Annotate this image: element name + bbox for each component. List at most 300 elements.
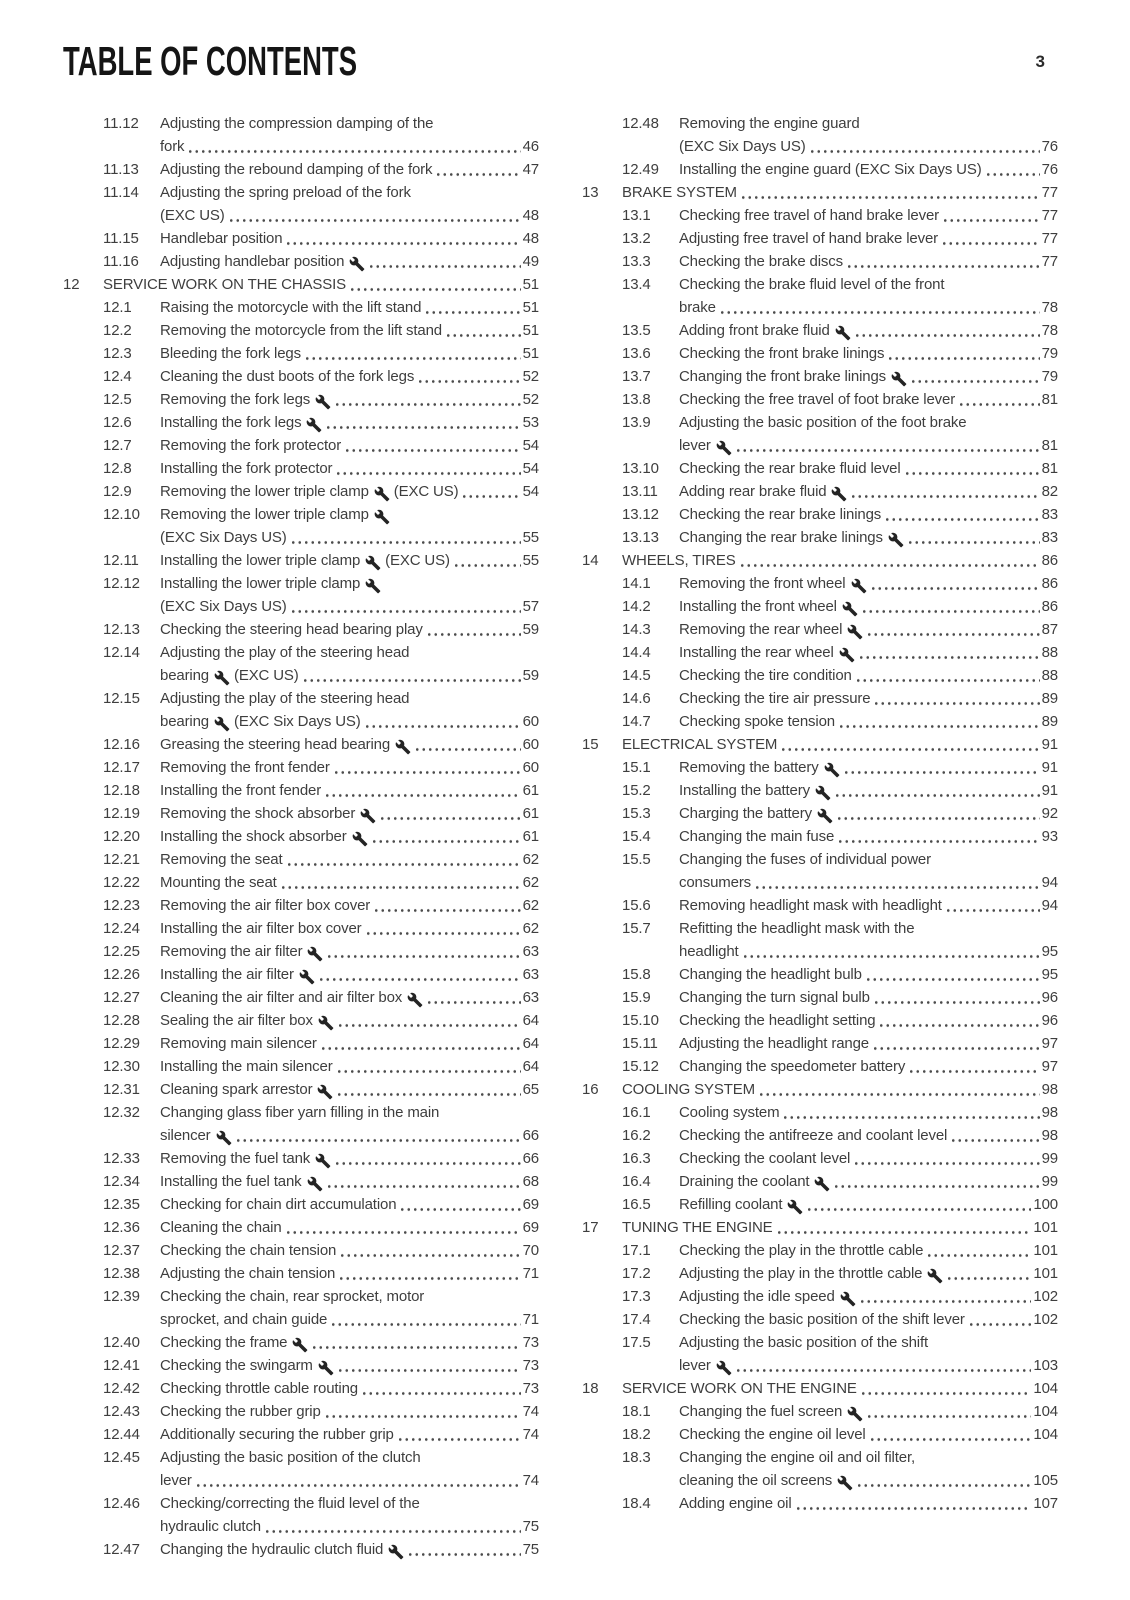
toc-entry-body	[679, 894, 1058, 917]
toc-entry-body	[679, 1400, 1058, 1423]
toc-entry-line	[679, 1262, 1058, 1285]
toc-entry-line	[679, 158, 1058, 181]
toc-entry-title: Greasing the steering head bearing	[160, 736, 391, 753]
toc-page-reference: 69	[522, 1196, 539, 1213]
toc-entry	[582, 1423, 1058, 1446]
toc-entry-number: 12.44	[103, 1426, 140, 1443]
toc-page-reference: 77	[1041, 253, 1058, 270]
toc-entry-line	[160, 434, 539, 457]
toc-entry-line	[160, 687, 539, 710]
toc-entry-body	[160, 825, 539, 848]
toc-entry-number: 17.3	[622, 1288, 651, 1305]
toc-page-reference: 51	[522, 299, 539, 316]
dot-leader	[836, 802, 1040, 825]
toc-entry	[582, 1193, 1058, 1216]
wrench-icon	[847, 1406, 863, 1422]
toc-entry-line	[679, 664, 1058, 687]
toc-entry	[63, 1377, 539, 1400]
dot-leader	[806, 1193, 1031, 1216]
toc-entry	[63, 181, 539, 227]
toc-entry-line	[679, 1032, 1058, 1055]
toc-entry-body	[160, 917, 539, 940]
toc-page-reference: 78	[1041, 322, 1058, 339]
toc-page-reference: 91	[1041, 759, 1058, 776]
toc-entry	[63, 1101, 539, 1147]
wrench-icon	[716, 440, 732, 456]
toc-page-reference: 60	[522, 713, 539, 730]
toc-entry	[582, 917, 1058, 963]
dot-leader	[878, 1009, 1039, 1032]
toc-entry-title: Installing the air filter box cover	[160, 920, 362, 937]
toc-entry-title: bearing	[160, 667, 209, 684]
dot-leader	[326, 940, 520, 963]
toc-page-reference: 66	[522, 1150, 539, 1167]
toc-entry-body	[160, 894, 539, 917]
dot-leader	[379, 802, 520, 825]
toc-entry-title: Removing the fuel tank	[160, 1150, 311, 1167]
toc-entry	[582, 572, 1058, 595]
wrench-icon	[840, 1291, 856, 1307]
toc-entry-body	[160, 1377, 539, 1400]
dot-leader	[311, 1331, 520, 1354]
toc-entry-body	[160, 1400, 539, 1423]
toc-entry-number: 16.2	[622, 1127, 651, 1144]
toc-entry-body	[160, 802, 539, 825]
toc-entry-line	[160, 1492, 539, 1515]
toc-entry-number: 11.15	[103, 230, 139, 247]
toc-entry-number: 13	[582, 184, 599, 201]
toc-entry-body	[160, 687, 539, 733]
toc-entry-number: 12.40	[103, 1334, 140, 1351]
toc-entry-number: 12.14	[103, 644, 140, 661]
toc-entry	[63, 1170, 539, 1193]
dot-leader	[855, 664, 1040, 687]
toc-entry-number: 13.7	[622, 368, 651, 385]
toc-entry-line	[160, 1193, 539, 1216]
toc-entry-body	[622, 549, 1058, 572]
dot-leader	[837, 825, 1039, 848]
dot-leader	[336, 1055, 521, 1078]
toc-entry-title: Checking the headlight setting	[679, 1012, 876, 1029]
toc-entry-line	[679, 848, 1058, 871]
toc-entry-body	[679, 342, 1058, 365]
toc-entry-line	[679, 112, 1058, 135]
wrench-icon	[315, 394, 331, 410]
toc-entry-line	[160, 388, 539, 411]
toc-entry	[582, 411, 1058, 457]
dot-leader	[330, 1308, 520, 1331]
toc-entry-number: 16.4	[622, 1173, 651, 1190]
toc-entry-title: Adjusting the idle speed	[679, 1288, 835, 1305]
toc-entry-body	[160, 1285, 539, 1331]
toc-entry-title: Sealing the air filter box	[160, 1012, 313, 1029]
toc-entry-line	[679, 779, 1058, 802]
toc-entry-number: 11.13	[103, 161, 139, 178]
toc-entry-title: Adjusting the basic position of the clutch	[160, 1449, 421, 1466]
toc-entry-title: (EXC Six Days US)	[679, 138, 806, 155]
toc-entry	[63, 457, 539, 480]
dot-leader	[286, 848, 521, 871]
toc-entry-number: 15.10	[622, 1012, 659, 1029]
toc-entry-line	[160, 1400, 539, 1423]
dot-leader	[368, 250, 520, 273]
toc-entry-line	[160, 480, 539, 503]
toc-entry-line	[679, 250, 1058, 273]
toc-entry-line	[160, 1009, 539, 1032]
toc-entry	[582, 158, 1058, 181]
toc-entry-title: Adjusting the rebound damping of the fork	[160, 161, 433, 178]
toc-entry-line	[679, 204, 1058, 227]
toc-page-reference: 99	[1041, 1173, 1058, 1190]
toc-entry-body	[679, 1331, 1058, 1377]
dot-leader	[884, 503, 1039, 526]
toc-page-reference: 79	[1041, 345, 1058, 362]
toc-entry	[582, 664, 1058, 687]
toc-page-reference: 70	[522, 1242, 539, 1259]
toc-entry-line	[160, 158, 539, 181]
toc-entry-number: 15.5	[622, 851, 651, 868]
toc-entry-title: Removing the lower triple clamp	[160, 506, 369, 523]
toc-entry-number: 14.6	[622, 690, 651, 707]
toc-entry-title-suffix: (EXC US)	[385, 552, 450, 569]
toc-page-reference: 86	[1041, 575, 1058, 592]
toc-entry-title: Installing the lower triple clamp	[160, 575, 361, 592]
toc-entry-number: 12.22	[103, 874, 140, 891]
toc-entry	[582, 618, 1058, 641]
toc-page-reference: 71	[522, 1311, 539, 1328]
toc-page-reference: 51	[522, 322, 539, 339]
toc-entry-body	[679, 204, 1058, 227]
dot-leader	[373, 894, 520, 917]
toc-entry-line	[679, 1055, 1058, 1078]
toc-entry-line	[622, 1216, 1058, 1239]
toc-entry-body	[679, 1101, 1058, 1124]
toc-entry-title: Removing headlight mask with headlight	[679, 897, 942, 914]
dot-leader	[326, 1170, 521, 1193]
toc-entry-title: Installing the air filter	[160, 966, 294, 983]
wrench-icon	[307, 946, 323, 962]
dot-leader	[334, 1147, 520, 1170]
toc-entry-line	[679, 710, 1058, 733]
dot-leader	[336, 1078, 520, 1101]
toc-page-reference: 53	[522, 414, 539, 431]
dot-leader	[445, 319, 521, 342]
toc-entry-line	[160, 1423, 539, 1446]
toc-entry-line	[160, 1101, 539, 1124]
toc-entry	[63, 917, 539, 940]
toc-entry-number: 16.5	[622, 1196, 651, 1213]
wrench-icon	[315, 1153, 331, 1169]
toc-entry-line	[160, 1285, 539, 1308]
toc-entry-title: Checking the antifreeze and coolant level	[679, 1127, 948, 1144]
toc-entry	[63, 227, 539, 250]
toc-entry-number: 17.2	[622, 1265, 651, 1282]
dot-leader	[742, 940, 1040, 963]
toc-entry-line	[679, 1446, 1058, 1469]
dot-leader	[873, 687, 1039, 710]
toc-entry-number: 13.3	[622, 253, 651, 270]
toc-entry-title-suffix: (EXC US)	[234, 667, 299, 684]
toc-entry-number: 14.4	[622, 644, 651, 661]
dot-leader	[187, 135, 520, 158]
toc-entry-line	[622, 733, 1058, 756]
toc-entry-body	[679, 848, 1058, 894]
toc-page-reference: 86	[1041, 598, 1058, 615]
toc-entry-number: 13.1	[622, 207, 651, 224]
dot-leader	[365, 917, 521, 940]
toc-entry	[582, 1331, 1058, 1377]
toc-entry-number: 12.3	[103, 345, 132, 362]
toc-entry-number: 15.12	[622, 1058, 659, 1075]
dot-leader	[758, 1078, 1040, 1101]
toc-entry-line	[679, 894, 1058, 917]
toc-page-reference: 78	[1041, 299, 1058, 316]
toc-entry	[63, 572, 539, 618]
toc-entry	[582, 1492, 1058, 1515]
toc-entry-line	[679, 457, 1058, 480]
dot-leader	[908, 1055, 1039, 1078]
toc-chapter-entry	[63, 273, 539, 296]
wrench-icon	[395, 739, 411, 755]
toc-page-reference: 74	[522, 1472, 539, 1489]
toc-entry-title: Adding rear brake fluid	[679, 483, 827, 500]
wrench-icon	[407, 992, 423, 1008]
toc-entry-line	[679, 411, 1058, 434]
toc-entry-line	[160, 802, 539, 825]
toc-entry-body	[679, 319, 1058, 342]
toc-entry	[63, 1055, 539, 1078]
toc-page-reference: 76	[1041, 161, 1058, 178]
wrench-icon	[815, 785, 831, 801]
toc-entry-number: 15	[582, 736, 599, 753]
dot-leader	[853, 1147, 1039, 1170]
toc-entry	[63, 112, 539, 158]
toc-entry-line	[679, 227, 1058, 250]
toc-page-reference: 83	[1041, 529, 1058, 546]
wrench-icon	[214, 670, 230, 686]
dot-leader	[782, 1101, 1039, 1124]
toc-page-reference: 61	[522, 828, 539, 845]
toc-page-reference: 74	[522, 1403, 539, 1420]
toc-entry-body	[160, 434, 539, 457]
toc-page-reference: 93	[1041, 828, 1058, 845]
toc-entry-title: Installing the fork legs	[160, 414, 302, 431]
toc-page-reference: 48	[522, 207, 539, 224]
toc-entry-title: Installing the fuel tank	[160, 1173, 302, 1190]
dot-leader	[285, 227, 520, 250]
toc-entry	[582, 1262, 1058, 1285]
dot-leader	[453, 549, 521, 572]
toc-entry-number: 12.1	[103, 299, 132, 316]
toc-entry-body	[679, 112, 1058, 158]
toc-entry-number: 12.49	[622, 161, 659, 178]
wrench-icon	[787, 1199, 803, 1215]
toc-entry-body	[160, 411, 539, 434]
toc-entry-title: cleaning the oil screens	[679, 1472, 833, 1489]
toc-entry-number: 16.1	[622, 1104, 651, 1121]
toc-entry	[63, 1423, 539, 1446]
toc-page-reference: 102	[1033, 1288, 1058, 1305]
toc-entry-line	[160, 503, 539, 526]
toc-entry-number: 11.14	[103, 184, 139, 201]
toc-entry-body	[160, 1101, 539, 1147]
toc-entry-line	[160, 756, 539, 779]
toc-page-reference: 96	[1041, 989, 1058, 1006]
toc-entry-number: 16.3	[622, 1150, 651, 1167]
wrench-icon	[349, 256, 365, 272]
toc-entry-title: consumers	[679, 874, 752, 891]
dot-leader	[846, 250, 1040, 273]
wrench-icon	[839, 647, 855, 663]
wrench-icon	[842, 601, 858, 617]
toc-entry-body	[160, 1216, 539, 1239]
toc-entry-number: 12.39	[103, 1288, 140, 1305]
toc-entry-title: Draining the coolant	[679, 1173, 810, 1190]
toc-page-reference: 54	[522, 437, 539, 454]
toc-entry-line	[160, 779, 539, 802]
toc-entry-line	[679, 1400, 1058, 1423]
toc-entry-line	[160, 365, 539, 388]
dot-leader	[399, 1193, 520, 1216]
toc-entry-title: Checking the engine oil level	[679, 1426, 866, 1443]
dot-leader	[335, 457, 520, 480]
toc-entry-title: Removing the fork protector	[160, 437, 342, 454]
toc-entry-title: Checking the basic position of the shift lever	[679, 1311, 965, 1328]
toc-entry-title: Adjusting the basic position of the foot brake	[679, 414, 967, 431]
toc-page-reference: 91	[1041, 736, 1058, 753]
toc-page-reference: 64	[522, 1012, 539, 1029]
toc-entry	[63, 825, 539, 848]
toc-entry-body	[679, 687, 1058, 710]
toc-entry-title: Refitting the headlight mask with the	[679, 920, 915, 937]
toc-page-reference: 68	[522, 1173, 539, 1190]
toc-entry-title: lever	[679, 1357, 711, 1374]
toc-entry-title: Adding front brake fluid	[679, 322, 830, 339]
toc-column-left	[63, 112, 539, 1561]
toc-chapter-entry	[582, 1078, 1058, 1101]
toc-entry-body	[160, 1078, 539, 1101]
toc-entry	[63, 1078, 539, 1101]
toc-page-reference: 89	[1041, 690, 1058, 707]
toc-entry-body	[679, 1262, 1058, 1285]
toc-entry-title: Installing the battery	[679, 782, 810, 799]
toc-entry-title-suffix: (EXC US)	[393, 483, 459, 500]
toc-entry-title: lever	[160, 1472, 192, 1489]
toc-page-reference: 88	[1041, 667, 1058, 684]
toc-entry-number: 15.6	[622, 897, 651, 914]
toc-entry-body	[679, 1239, 1058, 1262]
toc-entry-number: 14.7	[622, 713, 651, 730]
toc-entry	[582, 963, 1058, 986]
dot-leader	[754, 871, 1040, 894]
toc-entry-number: 12.38	[103, 1265, 140, 1282]
dot-leader	[887, 342, 1039, 365]
toc-entry-body	[622, 1078, 1058, 1101]
toc-page-reference: 98	[1041, 1127, 1058, 1144]
toc-page-reference: 87	[1041, 621, 1058, 638]
toc-entry-title: Installing the lower triple clamp	[160, 552, 361, 569]
toc-entry-body	[160, 572, 539, 618]
toc-entry-line	[679, 940, 1058, 963]
toc-entry-line	[679, 917, 1058, 940]
toc-entry-line	[160, 296, 539, 319]
toc-entry-title: Mounting the seat	[160, 874, 277, 891]
toc-entry-body	[160, 1331, 539, 1354]
toc-entry-body	[160, 871, 539, 894]
toc-page-reference: 64	[522, 1035, 539, 1052]
toc-entry-title: Adjusting the spring preload of the fork	[160, 184, 411, 201]
dot-leader	[910, 365, 1040, 388]
toc-entry-title: (EXC Six Days US)	[160, 598, 287, 615]
toc-entry-line	[160, 549, 539, 572]
toc-entry-body	[160, 158, 539, 181]
toc-page-reference: 77	[1041, 207, 1058, 224]
toc-entry-number: 12.30	[103, 1058, 140, 1075]
dot-leader	[719, 296, 1040, 319]
toc-entry-line	[160, 1331, 539, 1354]
toc-entry-body	[679, 1492, 1058, 1515]
toc-entry-title: Removing the lower triple clamp	[160, 483, 369, 500]
toc-entry-number: 12.35	[103, 1196, 140, 1213]
toc-entry-number: 18.3	[622, 1449, 651, 1466]
toc-chapter-entry	[582, 1377, 1058, 1400]
toc-entry-title: Changing the headlight bulb	[679, 966, 862, 983]
dot-leader	[904, 457, 1040, 480]
toc-entry-body	[160, 1147, 539, 1170]
toc-entry	[582, 825, 1058, 848]
toc-entry-title: Checking spoke tension	[679, 713, 835, 730]
toc-entry-line	[622, 181, 1058, 204]
toc-page-reference: 73	[522, 1380, 539, 1397]
toc-entry	[582, 779, 1058, 802]
toc-entry	[582, 756, 1058, 779]
toc-entry-body	[679, 710, 1058, 733]
toc-entry-number: 12.11	[103, 552, 139, 569]
toc-entry-number: 13.11	[622, 483, 658, 500]
toc-entry-number: 13.8	[622, 391, 651, 408]
toc-entry-body	[160, 1446, 539, 1492]
toc-entry	[582, 480, 1058, 503]
toc-entry-number: 12.23	[103, 897, 140, 914]
dot-leader	[942, 204, 1040, 227]
toc-entry-number: 14.1	[622, 575, 651, 592]
toc-entry-number: 12.13	[103, 621, 140, 638]
dot-leader	[850, 480, 1039, 503]
toc-entry-line	[679, 1147, 1058, 1170]
toc-entry-number: 12.46	[103, 1495, 140, 1512]
toc-entry-title: Checking the swingarm	[160, 1357, 313, 1374]
toc-page-reference: 104	[1033, 1380, 1058, 1397]
toc-entry-body	[679, 664, 1058, 687]
toc-entry-body	[160, 365, 539, 388]
toc-entry-title: Changing glass fiber yarn filling in the main	[160, 1104, 440, 1121]
toc-entry	[582, 848, 1058, 894]
toc-entry-title: Adjusting the basic position of the shift	[679, 1334, 929, 1351]
dot-leader	[325, 411, 520, 434]
toc-entry-body	[160, 1354, 539, 1377]
toc-entry-number: 12.9	[103, 483, 132, 500]
toc-entry-number: 14.5	[622, 667, 651, 684]
toc-entry-title: Checking/correcting the fluid level of the	[160, 1495, 420, 1512]
toc-chapter-title: SERVICE WORK ON THE CHASSIS	[103, 276, 346, 293]
dot-leader	[290, 595, 521, 618]
toc-entry-line	[679, 1331, 1058, 1354]
toc-entry-title: Additionally securing the rubber grip	[160, 1426, 394, 1443]
toc-entry-line	[679, 618, 1058, 641]
toc-page-reference: 74	[522, 1426, 539, 1443]
dot-leader	[833, 1170, 1039, 1193]
toc-entry-title: Checking throttle cable routing	[160, 1380, 358, 1397]
